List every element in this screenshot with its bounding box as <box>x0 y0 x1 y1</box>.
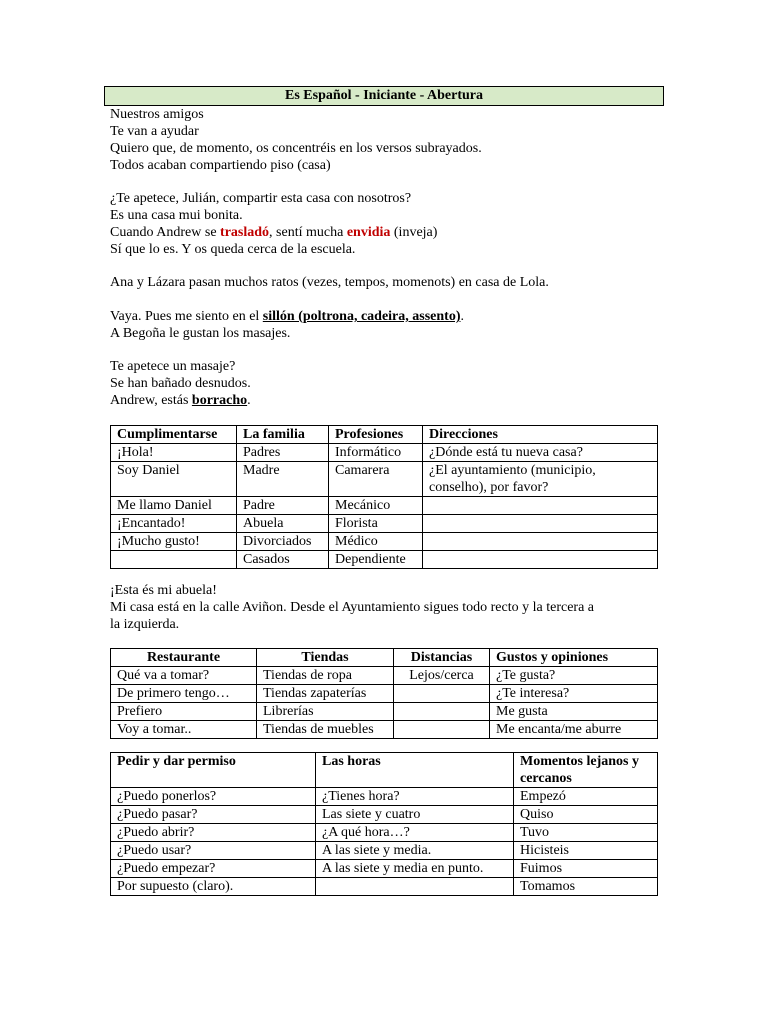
table-cell: ¡Encantado! <box>111 515 237 533</box>
text-line <box>110 308 464 325</box>
table-cell: Por supuesto (claro). <box>111 878 316 896</box>
text-line: Sí que lo es. Y os queda cerca de la escuela. <box>110 242 356 257</box>
text-line: ¡Esta és mi abuela! <box>110 583 217 598</box>
table-header-cell: Gustos y opiniones <box>490 649 658 667</box>
table-cell: Divorciados <box>237 533 329 551</box>
table-cell: Tomamos <box>514 878 658 896</box>
table-header-row <box>111 649 658 667</box>
table-cell: ¡Mucho gusto! <box>111 533 237 551</box>
intro-line: Nuestros amigos <box>110 107 204 122</box>
table-cell: ¿Dónde está tu nueva casa? <box>423 444 658 462</box>
text-line <box>110 224 437 241</box>
underlined-phrase: borracho <box>191 393 248 408</box>
table-cell: Tuvo <box>514 824 658 842</box>
table-cell <box>423 497 658 515</box>
table-row <box>111 462 658 497</box>
table-cell <box>316 878 514 896</box>
text-line: A Begoña le gustan los masajes. <box>110 326 291 341</box>
table-cell: Informático <box>329 444 423 462</box>
text-line: Es una casa mui bonita. <box>110 208 243 223</box>
underlined-phrase: sillón (poltrona, cadeira, assento) <box>262 309 461 324</box>
table-cell: Lejos/cerca <box>394 667 490 685</box>
table-cell: Qué va a tomar? <box>111 667 257 685</box>
text-segment: . <box>460 309 464 324</box>
text-line: Se han bañado desnudos. <box>110 376 251 391</box>
text-line <box>110 392 251 409</box>
table-cell: Dependiente <box>329 551 423 569</box>
highlighted-word: trasladó <box>220 225 270 240</box>
table-row <box>111 788 658 806</box>
table-header-cell: Profesiones <box>329 426 423 444</box>
text-segment: . <box>247 393 251 408</box>
table-cell: Soy Daniel <box>111 462 237 497</box>
table-header-row <box>111 753 658 788</box>
table-cell: Abuela <box>237 515 329 533</box>
table-row <box>111 533 658 551</box>
document-title: Es Español - Iniciante - Abertura <box>104 86 664 106</box>
table-header-cell: Pedir y dar permiso <box>111 753 316 788</box>
text-line: ¿Te apetece, Julián, compartir esta casa con nosotros? <box>110 191 412 206</box>
table-cell: ¿Puedo pasar? <box>111 806 316 824</box>
table-cell: ¿Puedo usar? <box>111 842 316 860</box>
table-cell: Empezó <box>514 788 658 806</box>
table-row <box>111 721 658 739</box>
table-cell <box>423 515 658 533</box>
table-cell: ¡Hola! <box>111 444 237 462</box>
text-line: Te apetece un masaje? <box>110 359 236 374</box>
table-row <box>111 824 658 842</box>
table-cell: ¿Puedo ponerlos? <box>111 788 316 806</box>
table-header-cell: Las horas <box>316 753 514 788</box>
table-cell: A las siete y media. <box>316 842 514 860</box>
table-header-cell: Momentos lejanos y cercanos <box>514 753 658 788</box>
table-cell: Camarera <box>329 462 423 497</box>
text-line: la izquierda. <box>110 617 180 632</box>
table-cell: Voy a tomar.. <box>111 721 257 739</box>
text-segment: Vaya. Pues me siento en el <box>110 309 263 324</box>
table-cell: Mecánico <box>329 497 423 515</box>
table-row <box>111 497 658 515</box>
table-row <box>111 878 658 896</box>
table-cell: Librerías <box>257 703 394 721</box>
table-cell: Padres <box>237 444 329 462</box>
table-cell: Médico <box>329 533 423 551</box>
table-cell: De primero tengo… <box>111 685 257 703</box>
table-cell: Me gusta <box>490 703 658 721</box>
table-cell: ¿El ayuntamiento (municipio, conselho), por favor? <box>423 462 658 497</box>
text-line: Ana y Lázara pasan muchos ratos (vezes, tempos, momenots) en casa de Lola. <box>110 275 549 290</box>
text-line: Mi casa está en la calle Aviñon. Desde el Ayuntamiento sigues todo recto y la tercera a <box>110 600 595 615</box>
table-row <box>111 860 658 878</box>
table-cell <box>423 551 658 569</box>
table-cell: Madre <box>237 462 329 497</box>
table-header-cell: Direcciones <box>423 426 658 444</box>
table-row <box>111 444 658 462</box>
vocab-table-2 <box>110 648 658 739</box>
table-cell <box>423 533 658 551</box>
table-header-cell: La familia <box>237 426 329 444</box>
intro-line: Todos acaban compartiendo piso (casa) <box>110 158 331 173</box>
table-cell: Hicisteis <box>514 842 658 860</box>
table-cell: Fuimos <box>514 860 658 878</box>
table-cell <box>394 721 490 739</box>
table-row <box>111 806 658 824</box>
table-cell <box>394 703 490 721</box>
table-cell: Florista <box>329 515 423 533</box>
table-cell: ¿Tienes hora? <box>316 788 514 806</box>
table-cell: A las siete y media en punto. <box>316 860 514 878</box>
table-header-cell: Cumplimentarse <box>111 426 237 444</box>
table-cell: ¿Te gusta? <box>490 667 658 685</box>
intro-line: Te van a ayudar <box>110 124 199 139</box>
table-cell: ¿Te interesa? <box>490 685 658 703</box>
table-cell: Tiendas zapaterías <box>257 685 394 703</box>
text-segment: (inveja) <box>390 225 438 240</box>
vocab-table-3 <box>110 752 658 896</box>
table-cell: Casados <box>237 551 329 569</box>
table-cell <box>111 551 237 569</box>
table-row <box>111 515 658 533</box>
table-cell: ¿Puedo abrir? <box>111 824 316 842</box>
table-header-cell: Distancias <box>394 649 490 667</box>
table-cell: ¿A qué hora…? <box>316 824 514 842</box>
table-cell: Las siete y cuatro <box>316 806 514 824</box>
text-segment: Andrew, estás <box>110 393 192 408</box>
highlighted-word: envidia <box>346 225 391 240</box>
table-cell: Tiendas de muebles <box>257 721 394 739</box>
table-cell: Quiso <box>514 806 658 824</box>
table-cell: Me encanta/me aburre <box>490 721 658 739</box>
table-row <box>111 551 658 569</box>
table-cell: Prefiero <box>111 703 257 721</box>
table-row <box>111 667 658 685</box>
table-cell: Padre <box>237 497 329 515</box>
table-row <box>111 703 658 721</box>
table-cell: ¿Puedo empezar? <box>111 860 316 878</box>
intro-line: Quiero que, de momento, os concentréis en los versos subrayados. <box>110 141 482 156</box>
table-cell <box>394 685 490 703</box>
table-row <box>111 842 658 860</box>
table-header-row <box>111 426 658 444</box>
table-header-cell: Restaurante <box>111 649 257 667</box>
text-segment: , sentí mucha <box>269 225 347 240</box>
text-segment: Cuando Andrew se <box>110 225 221 240</box>
table-row <box>111 685 658 703</box>
table-cell: Tiendas de ropa <box>257 667 394 685</box>
table-cell: Me llamo Daniel <box>111 497 237 515</box>
table-header-cell: Tiendas <box>257 649 394 667</box>
vocab-table-1 <box>110 425 658 569</box>
